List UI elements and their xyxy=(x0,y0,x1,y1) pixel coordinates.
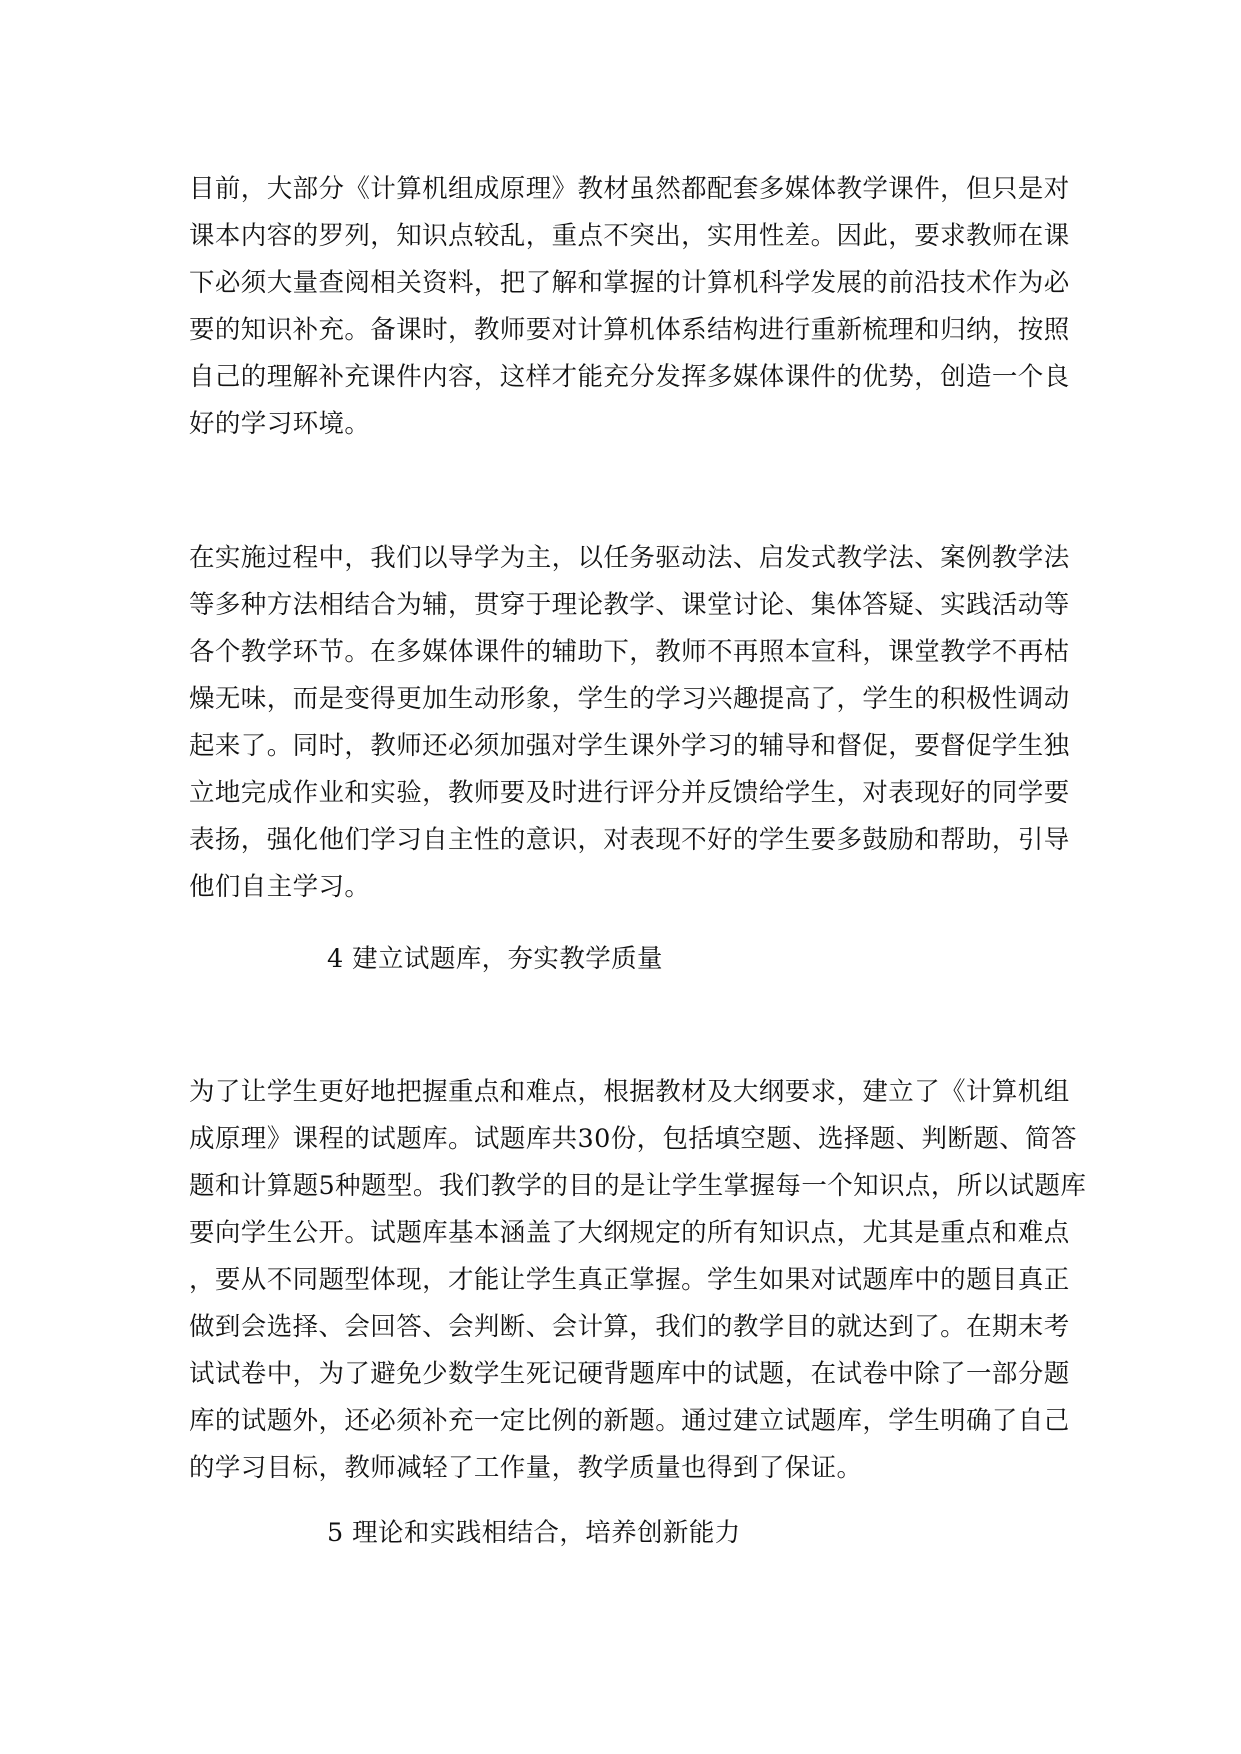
paragraph-line: 库的试题外，还必须补充一定比例的新题。通过建立试题库，学生明确了自己 xyxy=(189,1406,1070,1436)
paragraph-line: 起来了。同时，教师还必须加强对学生课外学习的辅导和督促，要督促学生独 xyxy=(189,731,1070,761)
section-heading-5: 5 理论和实践相结合，培养创新能力 xyxy=(327,1518,741,1548)
paragraph-line: 在实施过程中，我们以导学为主，以任务驱动法、启发式教学法、案例教学法 xyxy=(189,543,1070,573)
paragraph-line: ，要从不同题型体现，才能让学生真正掌握。学生如果对试题库中的题目真正 xyxy=(189,1265,1070,1295)
paragraph-line: 等多种方法相结合为辅，贯穿于理论教学、课堂讨论、集体答疑、实践活动等 xyxy=(189,590,1070,620)
paragraph-line: 要向学生公开。试题库基本涵盖了大纲规定的所有知识点，尤其是重点和难点 xyxy=(189,1218,1070,1248)
paragraph-line: 的学习目标，教师减轻了工作量，教学质量也得到了保证。 xyxy=(189,1453,863,1483)
paragraph-line: 题和计算题5种题型。我们教学的目的是让学生掌握每一个知识点，所以试题库 xyxy=(189,1171,1087,1201)
paragraph-line: 自己的理解补充课件内容，这样才能充分发挥多媒体课件的优势，创造一个良 xyxy=(189,362,1070,392)
section-heading-4: 4 建立试题库，夯实教学质量 xyxy=(327,944,663,974)
paragraph-line: 下必须大量查阅相关资料，把了解和掌握的计算机科学发展的前沿技术作为必 xyxy=(189,268,1070,298)
paragraph-line: 做到会选择、会回答、会判断、会计算，我们的教学目的就达到了。在期末考 xyxy=(189,1312,1070,1342)
paragraph-line: 成原理》课程的试题库。试题库共30份，包括填空题、选择题、判断题、简答 xyxy=(189,1124,1077,1154)
paragraph-line: 燥无味，而是变得更加生动形象，学生的学习兴趣提高了，学生的积极性调动 xyxy=(189,684,1070,714)
paragraph-line: 他们自主学习。 xyxy=(189,872,371,902)
paragraph-line: 试试卷中，为了避免少数学生死记硬背题库中的试题，在试卷中除了一部分题 xyxy=(189,1359,1070,1389)
paragraph-line: 好的学习环境。 xyxy=(189,409,371,439)
paragraph-line: 目前，大部分《计算机组成原理》教材虽然都配套多媒体教学课件，但只是对 xyxy=(189,174,1070,204)
paragraph-line: 课本内容的罗列，知识点较乱，重点不突出，实用性差。因此，要求教师在课 xyxy=(189,221,1070,251)
paragraph-line: 为了让学生更好地把握重点和难点，根据教材及大纲要求，建立了《计算机组 xyxy=(189,1077,1070,1107)
paragraph-line: 要的知识补充。备课时，教师要对计算机体系结构进行重新梳理和归纳，按照 xyxy=(189,315,1070,345)
paragraph-line: 表扬，强化他们学习自主性的意识，对表现不好的学生要多鼓励和帮助，引导 xyxy=(189,825,1070,855)
paragraph-line: 各个教学环节。在多媒体课件的辅助下，教师不再照本宣科，课堂教学不再枯 xyxy=(189,637,1070,667)
paragraph-line: 立地完成作业和实验，教师要及时进行评分并反馈给学生，对表现好的同学要 xyxy=(189,778,1070,808)
